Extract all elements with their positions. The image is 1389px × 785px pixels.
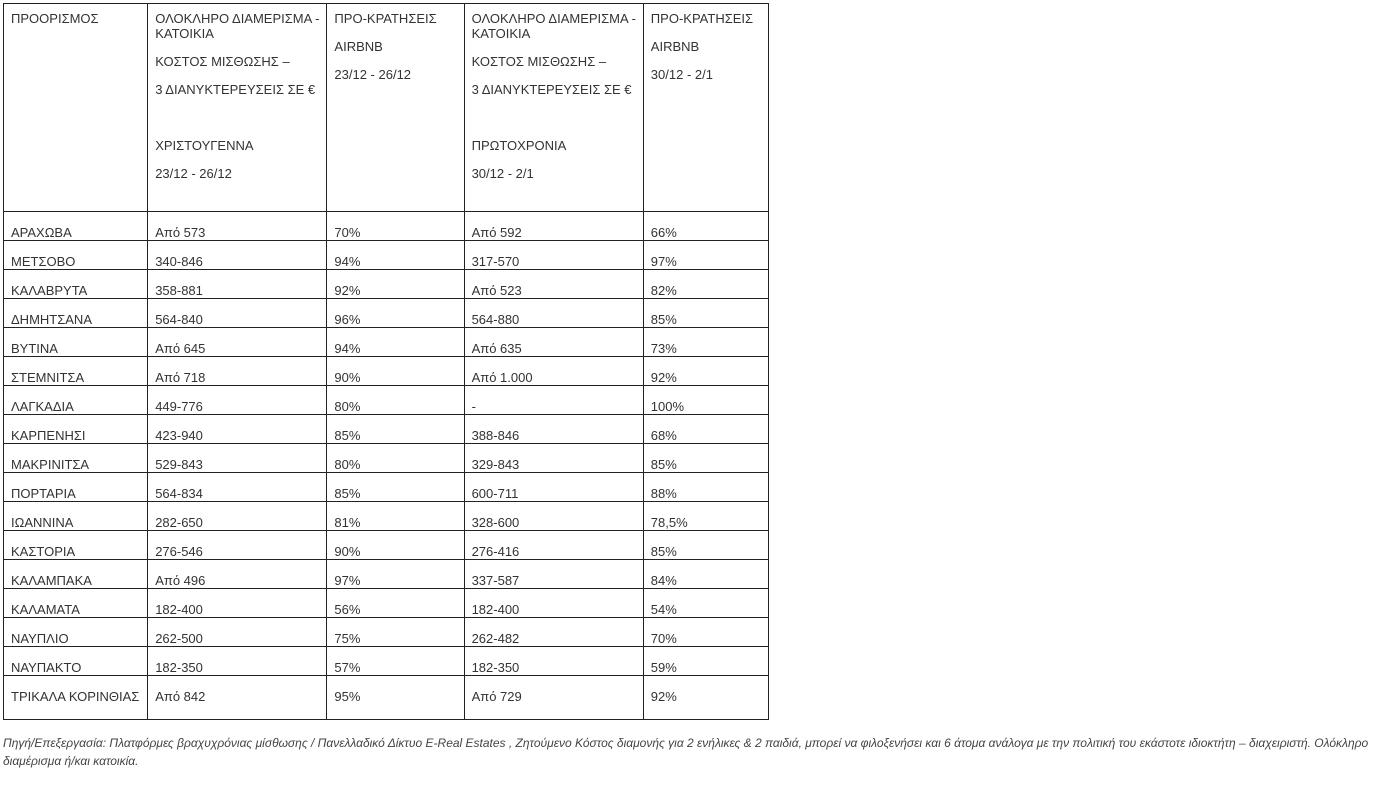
christmas-airbnb-cell: 85% — [327, 473, 464, 502]
newyear-cost-cell: 317-570 — [464, 241, 643, 270]
table-row — [4, 473, 769, 502]
header-destination-label: ΠΡΟΟΡΙΣΜΟΣ — [11, 11, 99, 26]
christmas-airbnb-cell: 81% — [327, 502, 464, 531]
newyear-airbnb-cell: 68% — [643, 415, 768, 444]
christmas-cost-cell: 262-500 — [148, 618, 327, 647]
table-row — [4, 241, 769, 270]
destination-cell: ΠΟΡΤΑΡΙΑ — [4, 473, 148, 502]
newyear-airbnb-cell: 88% — [643, 473, 768, 502]
christmas-cost-cell: Από 645 — [148, 328, 327, 357]
christmas-cost-cell: 182-350 — [148, 647, 327, 676]
newyear-cost-cell: Από 635 — [464, 328, 643, 357]
christmas-airbnb-cell: 56% — [327, 589, 464, 618]
newyear-cost-cell: 564-880 — [464, 299, 643, 328]
christmas-cost-cell: 529-843 — [148, 444, 327, 473]
table-row — [4, 589, 769, 618]
newyear-cost-cell: 182-400 — [464, 589, 643, 618]
newyear-cost-cell: Από 592 — [464, 212, 643, 241]
christmas-airbnb-cell: 94% — [327, 241, 464, 270]
destination-cell: ΝΑΥΠΛΙΟ — [4, 618, 148, 647]
newyear-airbnb-cell: 78,5% — [643, 502, 768, 531]
destination-cell: ΑΡΑΧΩΒΑ — [4, 212, 148, 241]
newyear-cost-cell: 182-350 — [464, 647, 643, 676]
newyear-cost-cell: 600-711 — [464, 473, 643, 502]
christmas-cost-cell: Από 496 — [148, 560, 327, 589]
table-row — [4, 444, 769, 473]
destination-cell: ΤΡΙΚΑΛΑ ΚΟΡΙΝΘΙΑΣ — [4, 676, 148, 720]
christmas-airbnb-cell: 95% — [327, 676, 464, 720]
christmas-airbnb-cell: 85% — [327, 415, 464, 444]
newyear-cost-cell: 328-600 — [464, 502, 643, 531]
table-row — [4, 357, 769, 386]
newyear-airbnb-cell: 85% — [643, 444, 768, 473]
destination-cell: ΚΑΛΑΒΡΥΤΑ — [4, 270, 148, 299]
newyear-airbnb-cell: 100% — [643, 386, 768, 415]
header-christmas-cost-line3: 3 ΔΙΑΝΥΚΤΕΡΕΥΣΕΙΣ ΣΕ € — [155, 82, 316, 97]
header-christmas-airbnb — [327, 4, 464, 212]
destination-cell: ΒΥΤΙΝΑ — [4, 328, 148, 357]
christmas-airbnb-cell: 57% — [327, 647, 464, 676]
table-row — [4, 328, 769, 357]
newyear-cost-cell: - — [464, 386, 643, 415]
destination-cell: ΛΑΓΚΑΔΙΑ — [4, 386, 148, 415]
header-newyear-airbnb-dates: 30/12 - 2/1 — [650, 67, 713, 82]
destination-cell: ΚΑΣΤΟΡΙΑ — [4, 531, 148, 560]
header-destination — [4, 4, 148, 212]
table-row — [4, 647, 769, 676]
christmas-cost-cell: Από 842 — [148, 676, 327, 720]
christmas-airbnb-cell: 96% — [327, 299, 464, 328]
table-row — [4, 560, 769, 589]
table-row — [4, 676, 769, 720]
christmas-airbnb-cell: 90% — [327, 357, 464, 386]
destination-cell: ΝΑΥΠΑΚΤΟ — [4, 647, 148, 676]
christmas-cost-cell: Από 718 — [148, 357, 327, 386]
destination-cell: ΚΑΡΠΕΝΗΣΙ — [4, 415, 148, 444]
table-row — [4, 618, 769, 647]
table-row — [4, 502, 769, 531]
newyear-cost-cell: 276-416 — [464, 531, 643, 560]
christmas-cost-cell: 423-940 — [148, 415, 327, 444]
christmas-cost-cell: 449-776 — [148, 386, 327, 415]
destination-cell: ΜΑΚΡΙΝΙΤΣΑ — [4, 444, 148, 473]
christmas-cost-cell: 564-840 — [148, 299, 327, 328]
christmas-cost-cell: 564-834 — [148, 473, 327, 502]
header-christmas-cost-line1: ΟΛΟΚΛΗΡΟ ΔΙΑΜΕΡΙΣΜΑ - ΚΑΤΟΙΚΙΑ — [155, 11, 320, 41]
header-christmas-period: ΧΡΙΣΤΟΥΓΕΝΝΑ — [155, 138, 254, 153]
christmas-cost-cell: Από 573 — [148, 212, 327, 241]
header-christmas-cost-line2: ΚΟΣΤΟΣ ΜΙΣΘΩΣΗΣ – — [155, 54, 290, 69]
table-header-row — [4, 4, 769, 212]
header-christmas-airbnb-line1: ΠΡΟ-ΚΡΑΤΗΣΕΙΣ — [334, 11, 437, 26]
header-newyear-period: ΠΡΩΤΟΧΡΟΝΙΑ — [471, 138, 567, 153]
christmas-airbnb-cell: 92% — [327, 270, 464, 299]
christmas-airbnb-cell: 80% — [327, 386, 464, 415]
header-newyear-cost-line2: ΚΟΣΤΟΣ ΜΙΣΘΩΣΗΣ – — [471, 54, 607, 69]
newyear-airbnb-cell: 85% — [643, 531, 768, 560]
newyear-cost-cell: Από 729 — [464, 676, 643, 720]
destination-cell: ΙΩΑΝΝΙΝΑ — [4, 502, 148, 531]
newyear-airbnb-cell: 54% — [643, 589, 768, 618]
table-row — [4, 386, 769, 415]
christmas-airbnb-cell: 70% — [327, 212, 464, 241]
christmas-airbnb-cell: 75% — [327, 618, 464, 647]
table-row — [4, 212, 769, 241]
destination-cell: ΜΕΤΣΟΒΟ — [4, 241, 148, 270]
newyear-cost-cell: 262-482 — [464, 618, 643, 647]
christmas-cost-cell: 358-881 — [148, 270, 327, 299]
newyear-cost-cell: 337-587 — [464, 560, 643, 589]
table-row — [4, 270, 769, 299]
newyear-airbnb-cell: 92% — [643, 357, 768, 386]
table-body — [4, 212, 769, 720]
header-newyear-airbnb — [643, 4, 768, 212]
christmas-cost-cell: 182-400 — [148, 589, 327, 618]
header-newyear-cost — [464, 4, 643, 212]
table-row — [4, 299, 769, 328]
christmas-cost-cell: 276-546 — [148, 531, 327, 560]
newyear-airbnb-cell: 82% — [643, 270, 768, 299]
header-newyear-cost-line1: ΟΛΟΚΛΗΡΟ ΔΙΑΜΕΡΙΣΜΑ - ΚΑΤΟΙΚΙΑ — [471, 11, 636, 41]
destination-cell: ΚΑΛΑΜΠΑΚΑ — [4, 560, 148, 589]
newyear-airbnb-cell: 73% — [643, 328, 768, 357]
header-christmas-airbnb-dates: 23/12 - 26/12 — [334, 67, 412, 82]
source-caption: Πηγή/Επεξεργασία: Πλατφόρμες βραχυχρόνιας μίσθωσης / Πανελλαδικό Δίκτυο E-Real Estates , Ζητούμενο Κόστος διαμονής για 2 ενήλικες & 2 παιδιά, μπορεί να φιλοξενήσει και 6 άτομα ανάλογα με την πολιτική του εκάστοτε ιδιοκτήτη – διαχειριστή. Ολόκληρο διαμέρισμα ή/και κατοικία. — [3, 736, 1369, 768]
newyear-airbnb-cell: 70% — [643, 618, 768, 647]
destination-cell: ΣΤΕΜΝΙΤΣΑ — [4, 357, 148, 386]
header-newyear-dates: 30/12 - 2/1 — [471, 166, 534, 181]
christmas-airbnb-cell: 80% — [327, 444, 464, 473]
newyear-cost-cell: Από 523 — [464, 270, 643, 299]
christmas-airbnb-cell: 94% — [327, 328, 464, 357]
newyear-airbnb-cell: 66% — [643, 212, 768, 241]
header-newyear-cost-line3: 3 ΔΙΑΝΥΚΤΕΡΕΥΣΕΙΣ ΣΕ € — [471, 82, 632, 97]
destination-cell: ΚΑΛΑΜΑΤΑ — [4, 589, 148, 618]
table-row — [4, 531, 769, 560]
newyear-airbnb-cell: 59% — [643, 647, 768, 676]
header-newyear-airbnb-line1: ΠΡΟ-ΚΡΑΤΗΣΕΙΣ — [650, 11, 754, 26]
rental-cost-table — [3, 3, 769, 720]
christmas-cost-cell: 340-846 — [148, 241, 327, 270]
newyear-cost-cell: 329-843 — [464, 444, 643, 473]
christmas-airbnb-cell: 90% — [327, 531, 464, 560]
header-christmas-dates: 23/12 - 26/12 — [155, 166, 232, 181]
header-newyear-airbnb-line2: AIRBNB — [650, 39, 700, 54]
newyear-airbnb-cell: 84% — [643, 560, 768, 589]
destination-cell: ΔΗΜΗΤΣΑΝΑ — [4, 299, 148, 328]
header-christmas-cost — [148, 4, 327, 212]
newyear-airbnb-cell: 85% — [643, 299, 768, 328]
table-row — [4, 415, 769, 444]
newyear-cost-cell: 388-846 — [464, 415, 643, 444]
newyear-airbnb-cell: 92% — [643, 676, 768, 720]
newyear-cost-cell: Από 1.000 — [464, 357, 643, 386]
newyear-airbnb-cell: 97% — [643, 241, 768, 270]
christmas-airbnb-cell: 97% — [327, 560, 464, 589]
christmas-cost-cell: 282-650 — [148, 502, 327, 531]
header-christmas-airbnb-line2: AIRBNB — [334, 39, 383, 54]
